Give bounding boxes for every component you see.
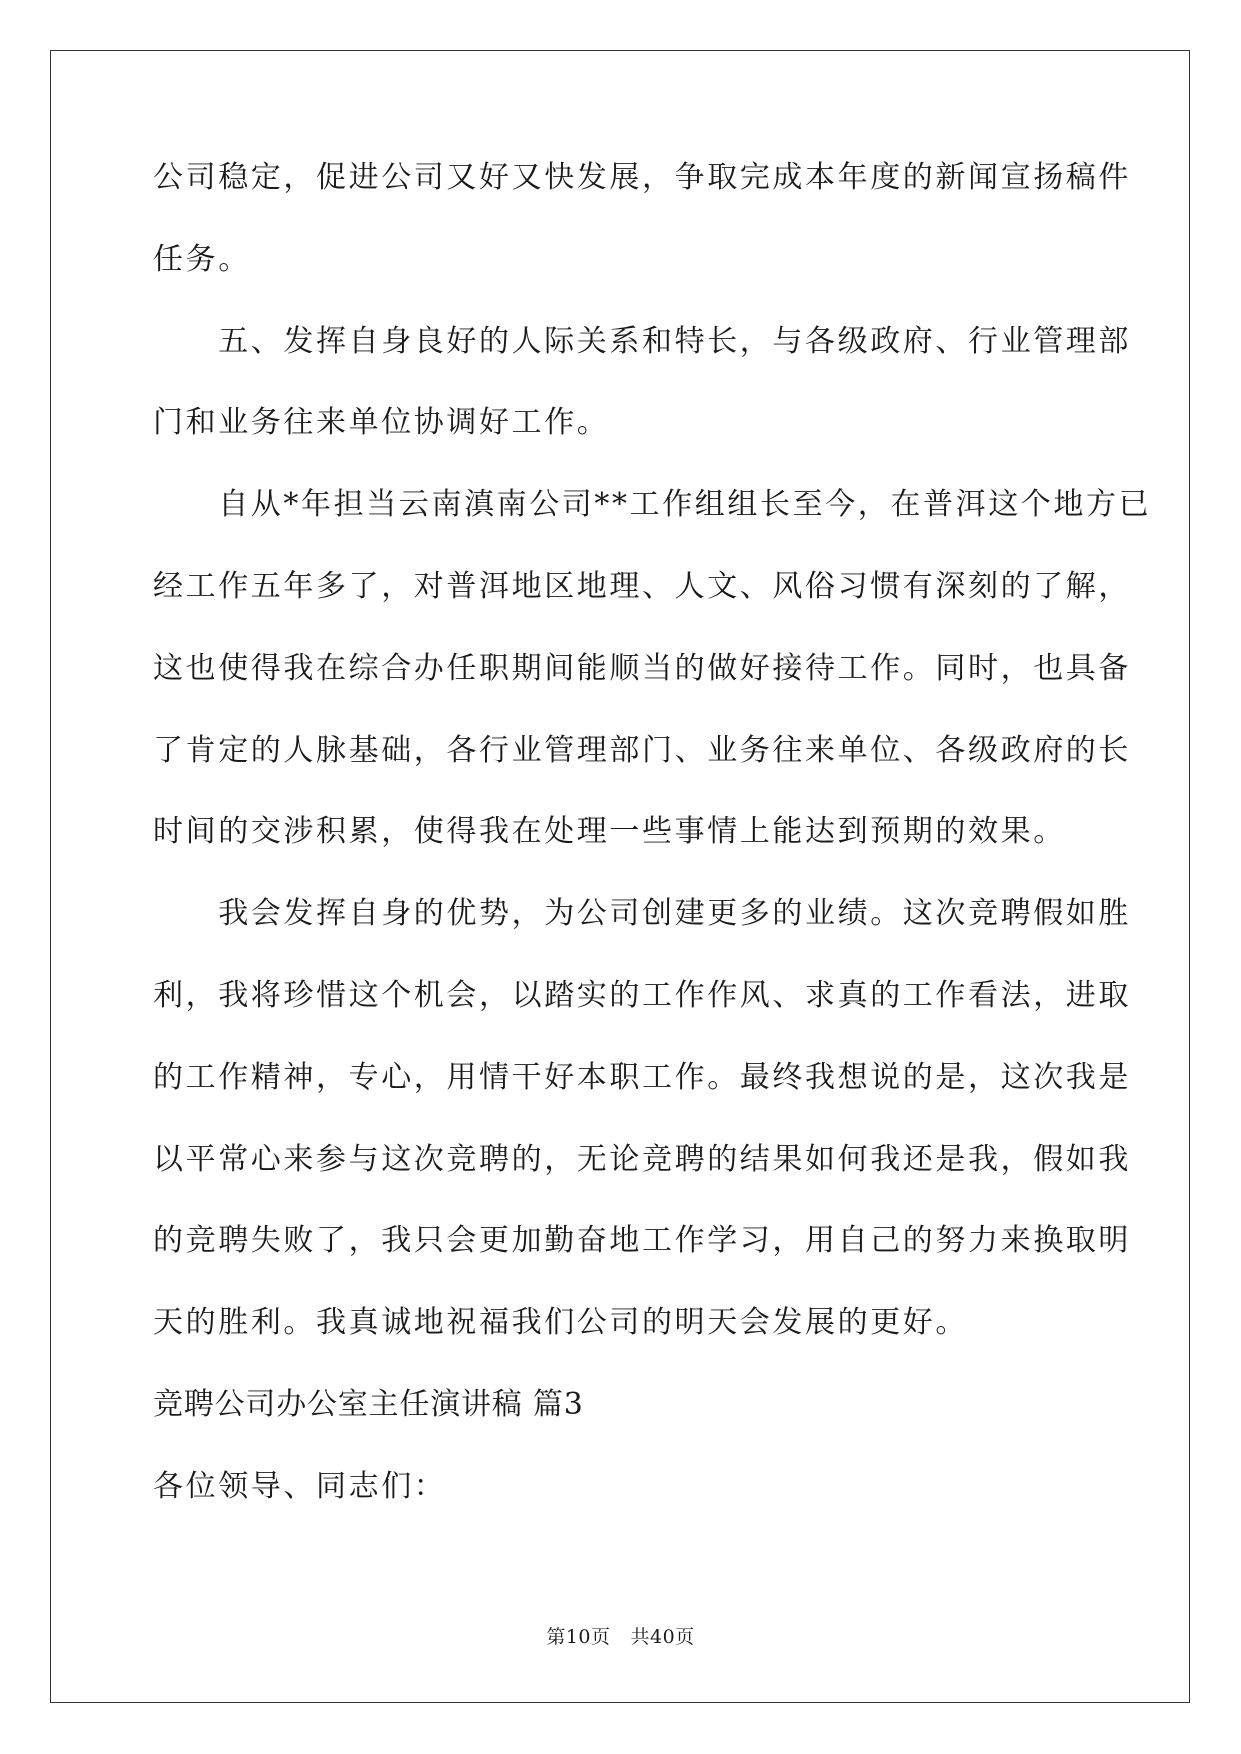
text-line: 了肯定的人脉基础，各行业管理部门、业务往来单位、各级政府的长 xyxy=(153,732,1131,768)
text-line: 这也使得我在综合办任职期间能顺当的做好接待工作。同时，也具备 xyxy=(153,650,1131,686)
document-body xyxy=(153,160,1152,1554)
text-line: 经工作五年多了，对普洱地区地理、人文、风俗习惯有深刻的了解， xyxy=(153,568,1131,604)
text-line: 公司稳定，促进公司又好又快发展，争取完成本年度的新闻宣扬稿件 xyxy=(153,160,1131,195)
page-number: 第10页 xyxy=(546,1626,611,1648)
text-line: 的竞聘失败了，我只会更加勤奋地工作学习，用自己的努力来换取明 xyxy=(153,1223,1131,1259)
text-line: 时间的交涉积累，使得我在处理一些事情上能达到预期的效果。 xyxy=(153,814,1066,850)
page-footer xyxy=(0,1622,1241,1649)
salutation-line: 各位领导、同志们： xyxy=(153,1468,447,1504)
text-line: 自从*年担当云南滇南公司**工作组组长至今，在普洱这个地方已 xyxy=(153,487,1152,523)
text-line: 我会发挥自身的优势，为公司创建更多的业绩。这次竞聘假如胜 xyxy=(153,896,1131,932)
text-line: 天的胜利。我真诚地祝福我们公司的明天会发展的更好。 xyxy=(153,1305,968,1341)
text-line: 利，我将珍惜这个机会，以踏实的工作作风、求真的工作看法，进取 xyxy=(153,977,1131,1013)
text-line: 任务。 xyxy=(153,241,251,277)
text-line: 以平常心来参与这次竞聘的，无论竞聘的结果如何我还是我，假如我 xyxy=(153,1141,1131,1177)
section-heading: 竞聘公司办公室主任演讲稿 篇3 xyxy=(153,1386,584,1422)
text-line: 的工作精神，专心，用情干好本职工作。最终我想说的是，这次我是 xyxy=(153,1059,1131,1095)
page-total: 共40页 xyxy=(630,1626,695,1648)
text-line: 门和业务往来单位协调好工作。 xyxy=(153,405,610,441)
text-line: 五、发挥自身良好的人际关系和特长，与各级政府、行业管理部 xyxy=(153,323,1131,359)
